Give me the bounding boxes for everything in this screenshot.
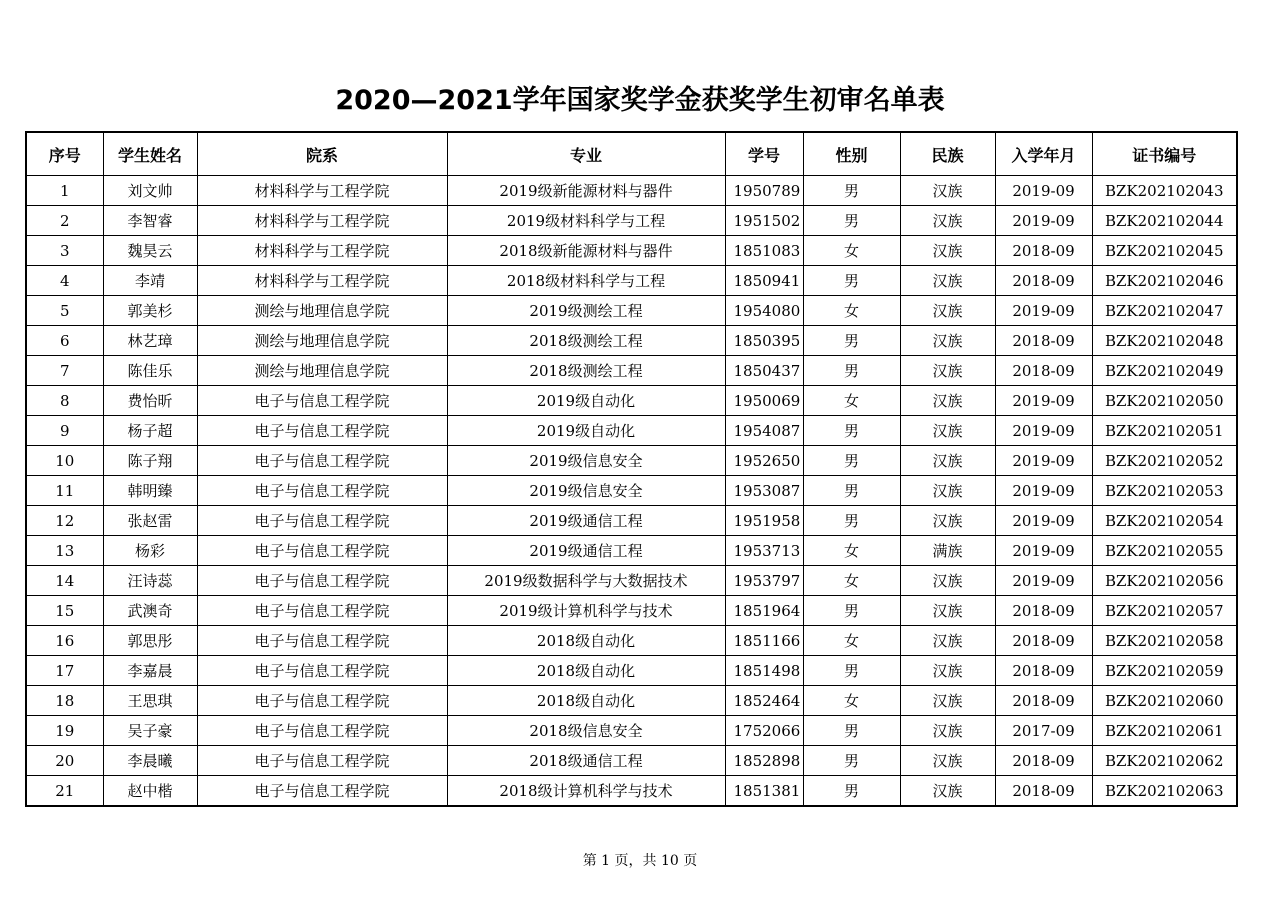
cell-college: 材料科学与工程学院 [197,176,447,206]
cell-major: 2019级通信工程 [447,506,725,536]
cell-student-id: 1953797 [725,566,803,596]
cell-certificate: BZK202102056 [1092,566,1237,596]
cell-gender: 男 [803,656,900,686]
cell-student-id: 1953087 [725,476,803,506]
cell-index: 16 [26,626,103,656]
cell-certificate: BZK202102060 [1092,686,1237,716]
cell-gender: 女 [803,536,900,566]
cell-student-id: 1752066 [725,716,803,746]
cell-student-id: 1951958 [725,506,803,536]
cell-certificate: BZK202102057 [1092,596,1237,626]
cell-enrollment: 2019-09 [995,476,1092,506]
table-row [26,536,1237,566]
cell-student-id: 1954087 [725,416,803,446]
cell-college: 电子与信息工程学院 [197,476,447,506]
cell-student-id: 1851166 [725,626,803,656]
cell-college: 电子与信息工程学院 [197,686,447,716]
cell-gender: 男 [803,596,900,626]
cell-college: 材料科学与工程学院 [197,206,447,236]
cell-gender: 男 [803,446,900,476]
cell-ethnicity: 汉族 [900,236,995,266]
cell-enrollment: 2018-09 [995,746,1092,776]
cell-enrollment: 2018-09 [995,236,1092,266]
cell-ethnicity: 汉族 [900,626,995,656]
cell-gender: 男 [803,176,900,206]
cell-enrollment: 2019-09 [995,536,1092,566]
cell-college: 电子与信息工程学院 [197,626,447,656]
cell-college: 电子与信息工程学院 [197,746,447,776]
cell-enrollment: 2019-09 [995,506,1092,536]
table-row [26,236,1237,266]
cell-name: 韩明臻 [103,476,197,506]
cell-major: 2019级数据科学与大数据技术 [447,566,725,596]
cell-gender: 男 [803,776,900,807]
cell-index: 21 [26,776,103,807]
cell-certificate: BZK202102046 [1092,266,1237,296]
table-row [26,476,1237,506]
cell-ethnicity: 汉族 [900,566,995,596]
cell-name: 赵中楷 [103,776,197,807]
cell-index: 1 [26,176,103,206]
cell-index: 9 [26,416,103,446]
cell-index: 17 [26,656,103,686]
page-title: 2020—2021学年国家奖学金获奖学生初审名单表 [335,85,945,116]
cell-name: 郭思彤 [103,626,197,656]
cell-certificate: BZK202102063 [1092,776,1237,807]
cell-name: 武澳奇 [103,596,197,626]
column-header-enrollment: 入学年月 [995,132,1092,176]
cell-enrollment: 2018-09 [995,656,1092,686]
cell-index: 2 [26,206,103,236]
cell-name: 李晨曦 [103,746,197,776]
cell-index: 18 [26,686,103,716]
cell-index: 15 [26,596,103,626]
cell-index: 5 [26,296,103,326]
cell-enrollment: 2019-09 [995,296,1092,326]
cell-name: 郭美杉 [103,296,197,326]
cell-student-id: 1852898 [725,746,803,776]
cell-gender: 男 [803,716,900,746]
column-header-major: 专业 [447,132,725,176]
cell-certificate: BZK202102047 [1092,296,1237,326]
cell-index: 13 [26,536,103,566]
cell-index: 20 [26,746,103,776]
cell-major: 2018级计算机科学与技术 [447,776,725,807]
cell-enrollment: 2019-09 [995,416,1092,446]
column-header-name: 学生姓名 [103,132,197,176]
cell-name: 李嘉晨 [103,656,197,686]
cell-gender: 女 [803,296,900,326]
cell-ethnicity: 汉族 [900,176,995,206]
cell-ethnicity: 汉族 [900,476,995,506]
cell-ethnicity: 汉族 [900,716,995,746]
column-header-ethnicity: 民族 [900,132,995,176]
cell-certificate: BZK202102062 [1092,746,1237,776]
table-row [26,266,1237,296]
table-row [26,206,1237,236]
cell-student-id: 1850395 [725,326,803,356]
cell-college: 电子与信息工程学院 [197,566,447,596]
cell-ethnicity: 汉族 [900,266,995,296]
cell-major: 2018级自动化 [447,656,725,686]
cell-certificate: BZK202102048 [1092,326,1237,356]
cell-major: 2019级测绘工程 [447,296,725,326]
cell-student-id: 1851083 [725,236,803,266]
cell-index: 10 [26,446,103,476]
cell-college: 电子与信息工程学院 [197,776,447,807]
cell-student-id: 1851964 [725,596,803,626]
cell-index: 8 [26,386,103,416]
cell-college: 材料科学与工程学院 [197,236,447,266]
cell-student-id: 1951502 [725,206,803,236]
cell-student-id: 1954080 [725,296,803,326]
table-row [26,686,1237,716]
cell-student-id: 1950069 [725,386,803,416]
cell-certificate: BZK202102044 [1092,206,1237,236]
cell-gender: 男 [803,266,900,296]
cell-major: 2019级材料科学与工程 [447,206,725,236]
cell-enrollment: 2018-09 [995,776,1092,807]
table-row [26,326,1237,356]
cell-college: 测绘与地理信息学院 [197,356,447,386]
cell-gender: 女 [803,686,900,716]
table-row [26,716,1237,746]
cell-college: 电子与信息工程学院 [197,536,447,566]
cell-name: 李靖 [103,266,197,296]
cell-major: 2019级自动化 [447,386,725,416]
cell-ethnicity: 汉族 [900,206,995,236]
cell-certificate: BZK202102055 [1092,536,1237,566]
cell-gender: 女 [803,386,900,416]
cell-ethnicity: 汉族 [900,296,995,326]
cell-ethnicity: 汉族 [900,356,995,386]
cell-student-id: 1852464 [725,686,803,716]
cell-student-id: 1851381 [725,776,803,807]
cell-college: 电子与信息工程学院 [197,506,447,536]
cell-enrollment: 2018-09 [995,326,1092,356]
cell-name: 杨子超 [103,416,197,446]
cell-enrollment: 2018-09 [995,686,1092,716]
cell-enrollment: 2018-09 [995,596,1092,626]
table-header-row [26,132,1237,176]
cell-name: 汪诗蕊 [103,566,197,596]
column-header-college: 院系 [197,132,447,176]
cell-certificate: BZK202102059 [1092,656,1237,686]
cell-enrollment: 2019-09 [995,206,1092,236]
cell-certificate: BZK202102051 [1092,416,1237,446]
cell-major: 2018级测绘工程 [447,326,725,356]
cell-enrollment: 2018-09 [995,266,1092,296]
column-header-certificate: 证书编号 [1092,132,1237,176]
cell-major: 2018级通信工程 [447,746,725,776]
cell-gender: 男 [803,746,900,776]
cell-index: 3 [26,236,103,266]
cell-index: 19 [26,716,103,746]
cell-college: 电子与信息工程学院 [197,656,447,686]
cell-enrollment: 2018-09 [995,626,1092,656]
cell-gender: 男 [803,506,900,536]
cell-certificate: BZK202102043 [1092,176,1237,206]
cell-ethnicity: 汉族 [900,776,995,807]
cell-name: 吴子豪 [103,716,197,746]
cell-major: 2018级信息安全 [447,716,725,746]
cell-enrollment: 2019-09 [995,386,1092,416]
cell-name: 陈佳乐 [103,356,197,386]
cell-name: 费怡昕 [103,386,197,416]
cell-gender: 男 [803,476,900,506]
table-row [26,506,1237,536]
table-row [26,356,1237,386]
cell-index: 14 [26,566,103,596]
cell-ethnicity: 满族 [900,536,995,566]
cell-ethnicity: 汉族 [900,326,995,356]
cell-gender: 女 [803,236,900,266]
cell-college: 电子与信息工程学院 [197,416,447,446]
cell-student-id: 1850941 [725,266,803,296]
column-header-index: 序号 [26,132,103,176]
cell-major: 2019级信息安全 [447,476,725,506]
cell-certificate: BZK202102050 [1092,386,1237,416]
cell-ethnicity: 汉族 [900,416,995,446]
cell-certificate: BZK202102045 [1092,236,1237,266]
table-row [26,296,1237,326]
column-header-gender: 性别 [803,132,900,176]
cell-college: 电子与信息工程学院 [197,596,447,626]
scholarship-table [25,131,1238,807]
cell-major: 2019级自动化 [447,416,725,446]
cell-enrollment: 2019-09 [995,446,1092,476]
cell-college: 电子与信息工程学院 [197,386,447,416]
table-row [26,416,1237,446]
cell-college: 测绘与地理信息学院 [197,326,447,356]
cell-college: 测绘与地理信息学院 [197,296,447,326]
cell-ethnicity: 汉族 [900,686,995,716]
cell-enrollment: 2017-09 [995,716,1092,746]
cell-major: 2018级新能源材料与器件 [447,236,725,266]
cell-major: 2018级自动化 [447,626,725,656]
cell-certificate: BZK202102049 [1092,356,1237,386]
cell-enrollment: 2018-09 [995,356,1092,386]
table-row [26,656,1237,686]
cell-student-id: 1850437 [725,356,803,386]
table-row [26,446,1237,476]
cell-major: 2019级新能源材料与器件 [447,176,725,206]
cell-ethnicity: 汉族 [900,446,995,476]
cell-name: 林艺璋 [103,326,197,356]
cell-gender: 男 [803,416,900,446]
cell-major: 2019级信息安全 [447,446,725,476]
cell-ethnicity: 汉族 [900,656,995,686]
cell-certificate: BZK202102061 [1092,716,1237,746]
table-row [26,626,1237,656]
cell-enrollment: 2019-09 [995,566,1092,596]
cell-major: 2018级材料科学与工程 [447,266,725,296]
cell-ethnicity: 汉族 [900,746,995,776]
cell-college: 电子与信息工程学院 [197,716,447,746]
table-body [26,176,1237,807]
cell-gender: 男 [803,356,900,386]
cell-student-id: 1953713 [725,536,803,566]
cell-name: 李智睿 [103,206,197,236]
cell-college: 电子与信息工程学院 [197,446,447,476]
cell-major: 2018级自动化 [447,686,725,716]
cell-name: 刘文帅 [103,176,197,206]
cell-name: 陈子翔 [103,446,197,476]
table-row [26,386,1237,416]
cell-major: 2018级测绘工程 [447,356,725,386]
cell-certificate: BZK202102053 [1092,476,1237,506]
cell-gender: 男 [803,326,900,356]
cell-gender: 女 [803,626,900,656]
cell-college: 材料科学与工程学院 [197,266,447,296]
cell-gender: 女 [803,566,900,596]
cell-certificate: BZK202102058 [1092,626,1237,656]
cell-ethnicity: 汉族 [900,506,995,536]
column-header-student-id: 学号 [725,132,803,176]
cell-certificate: BZK202102052 [1092,446,1237,476]
cell-student-id: 1950789 [725,176,803,206]
table-row [26,596,1237,626]
cell-name: 王思琪 [103,686,197,716]
cell-name: 魏昊云 [103,236,197,266]
cell-certificate: BZK202102054 [1092,506,1237,536]
cell-index: 4 [26,266,103,296]
cell-ethnicity: 汉族 [900,596,995,626]
cell-index: 7 [26,356,103,386]
cell-major: 2019级通信工程 [447,536,725,566]
cell-name: 张赵雷 [103,506,197,536]
cell-student-id: 1952650 [725,446,803,476]
table-row [26,566,1237,596]
cell-enrollment: 2019-09 [995,176,1092,206]
cell-student-id: 1851498 [725,656,803,686]
page-footer: 第 1 页，共 10 页 [582,853,698,869]
cell-name: 杨彩 [103,536,197,566]
cell-index: 12 [26,506,103,536]
table-row [26,746,1237,776]
cell-major: 2019级计算机科学与技术 [447,596,725,626]
cell-gender: 男 [803,206,900,236]
table-row [26,776,1237,807]
cell-index: 6 [26,326,103,356]
table-row [26,176,1237,206]
cell-ethnicity: 汉族 [900,386,995,416]
cell-index: 11 [26,476,103,506]
